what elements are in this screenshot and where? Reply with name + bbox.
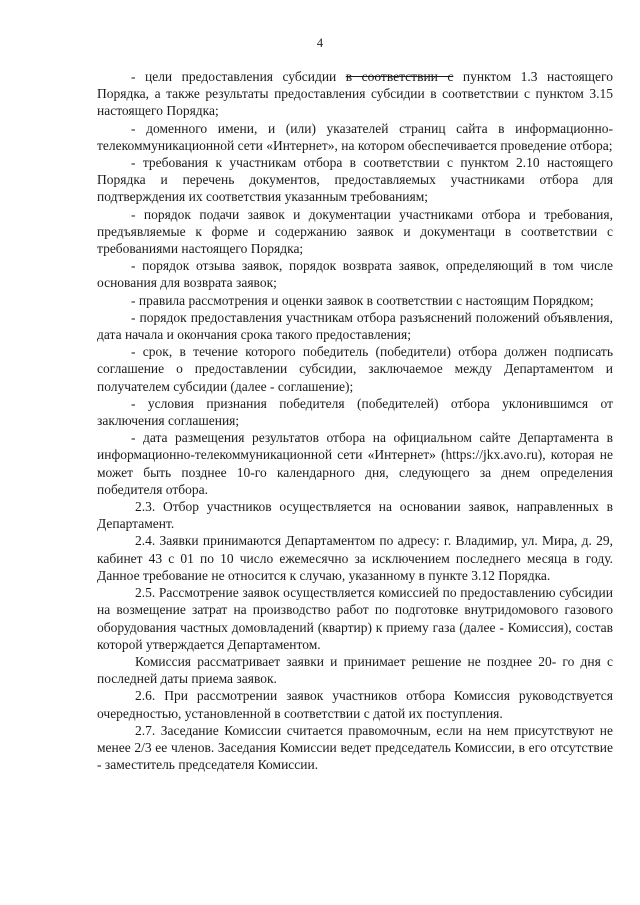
paragraph-2-4: 2.4. Заявки принимаются Департаментом по адресу: г. Владимир, ул. Мира, д. 29, кабинет 43 с 01 по 10 число ежемесячно за исключением последнего месяца в году. Данное требование не относится к случаю, указанному в пункте 3.12 Порядка. [97,533,613,583]
paragraph: - доменного имени, и (или) указателей страниц сайта в информационно-телекоммуникационной сети «Интернет», на котором обеспечивается проведение отбора; [97,120,613,153]
paragraph: - условия признания победителя (победителей) отбора уклонившимся от заключения соглашения; [97,395,613,429]
paragraph: - дата размещения результатов отбора на официальном сайте Департамента в информационно-телекоммуникационной сети «Интернет» (https://jkx.avo.ru), которая не может быть позднее 10-го календарного дня, следующего за днем определения победителя отбора. [97,430,613,497]
paragraph-2-6: 2.6. При рассмотрении заявок участников отбора Комиссия руководствуется очередностью, установленной в соответствии с датой их поступления. [97,688,613,721]
paragraph: - требования к участникам отбора в соответствии с пунктом 2.10 настоящего Порядка и перечень документов, предоставляемых участниками отбора для подтверждения их соответствия указанным требованиям; [97,155,613,205]
paragraph-2-3: 2.3. Отбор участников осуществляется на основании заявок, направленных в Департамент. [97,499,613,532]
paragraph: - порядок отзыва заявок, порядок возврата заявок, определяющий в том числе основания для возврата заявок; [97,258,613,291]
body-text [97,68,613,773]
paragraph: - порядок предоставления участникам отбора разъяснений положений объявления, дата начала и окончания срока такого предоставления; [97,309,613,343]
paragraph: - срок, в течение которого победитель (победители) отбора должен подписать соглашение о предоставлении субсидии, заключаемое между Департаментом и получателем субсидии (далее - соглашение); [97,344,613,394]
paragraph: - цели предоставления субсидии в соответствии с пунктом 1.3 настоящего Порядка, а также результаты предоставления субсидии в соответствии с пунктом 3.15 настоящего Порядка; [97,69,613,119]
paragraph-2-7: 2.7. Заседание Комиссии считается правомочным, если на нем присутствуют не менее 2/3 ее членов. Заседания Комиссии ведет председатель Комиссии, в его отсутствие - заместитель председателя Комиссии. [97,722,613,773]
paragraph: - порядок подачи заявок и документации участниками отбора и требования, предъявляемые к форме и содержанию заявок и документаци в соответствии с требованиями настоящего Порядка; [97,206,613,257]
paragraph-2-5: 2.5. Рассмотрение заявок осуществляется комиссией по предоставлению субсидии на возмещение затрат на производство работ по подготовке внутридомового газового оборудования частных домовладений (квартир) к приему газа (далее - Комиссия), состав которой утверждается Департаментом. [97,585,613,652]
struck-text: в соответствии с [345,69,454,84]
page-number: 4 [316,36,324,50]
paragraph-commission: Комиссия рассматривает заявки и принимает решение не позднее 20- го дня с последней даты приема заявок. [97,653,613,687]
paragraph: - правила рассмотрения и оценки заявок в соответствии с настоящим Порядком; [131,292,594,308]
